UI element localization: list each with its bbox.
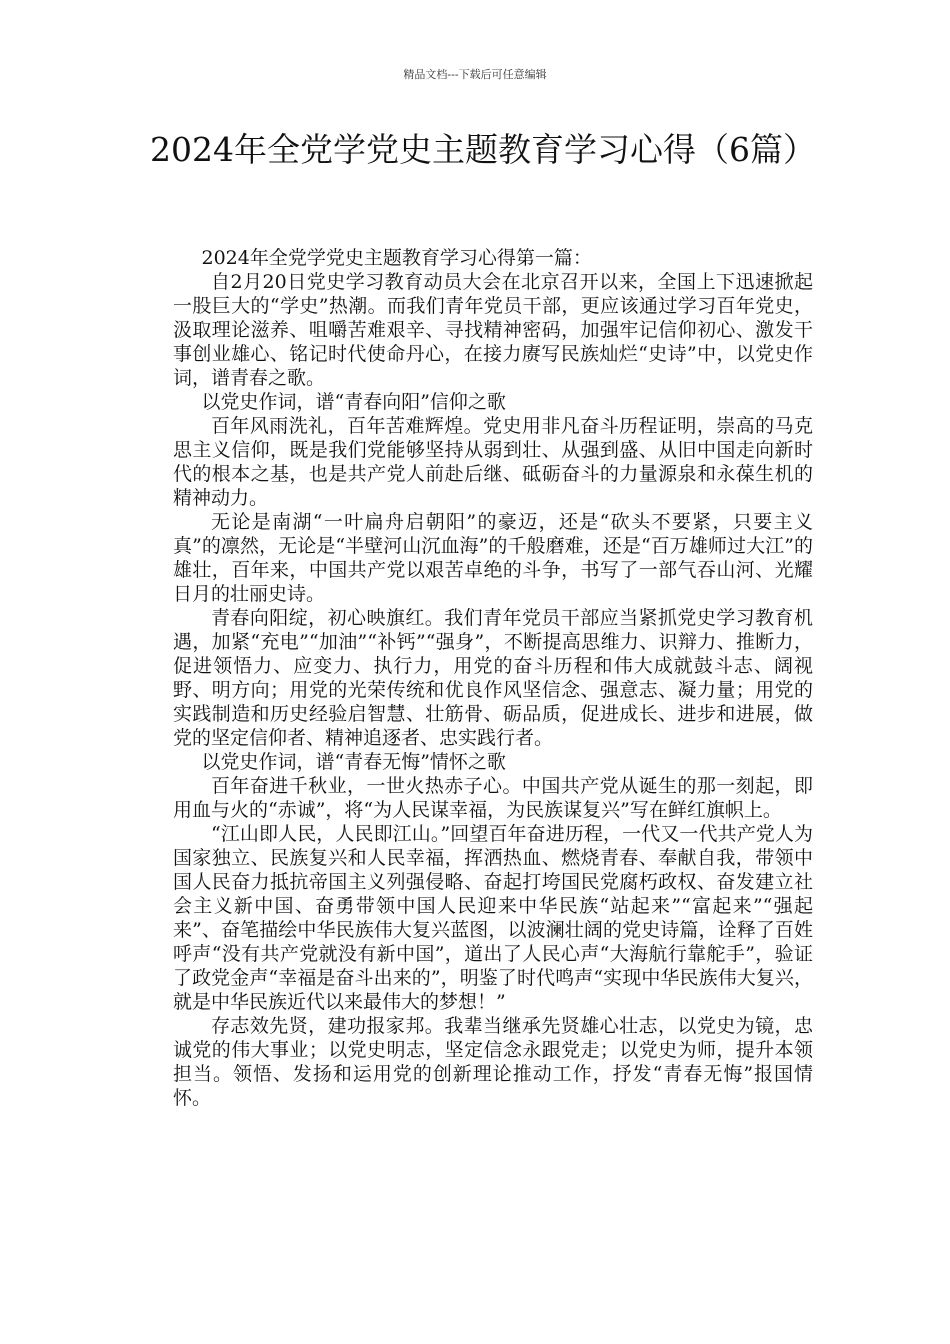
paragraph: 自2月20日党史学习教育动员大会在北京召开以来，全国上下迅速掀起一股巨大的“学史”热潮。而我们青年党员干部，更应该通过学习百年党史，汲取理论滋养、咀嚼苦难艰辛、寻找精神密码，加强牢记信仰初心、激发干事创业雄心、铭记时代使命丹心，在接力赓写民族灿烂“史诗”中，以党史作词，谱青春之歌。 [173,271,813,389]
paragraph: 无论是南湖“一叶扁舟启朝阳”的豪迈，还是“砍头不要紧，只要主义真”的凛然，无论是“半壁河山沉血海”的千般磨难，还是“百万雄师过大江”的雄壮，百年来，中国共产党以艰苦卓绝的斗争，书写了一部气吞山河、光耀日月的壮丽史诗。 [173,511,813,605]
header-note: 精品文档---下载后可任意编辑 [403,68,547,81]
section-heading: 以党史作词，谱“青春向阳”信仰之歌 [201,391,506,413]
section-heading: 以党史作词，谱“青春无悔”情怀之歌 [201,751,506,773]
document-body [173,246,813,1110]
document-title: 2024年全党学党史主题教育学习心得（6篇） [150,130,816,169]
paragraph: 青春向阳绽，初心映旗红。我们青年党员干部应当紧抓党史学习教育机遇，加紧“充电”“加油”“补钙”“强身”，不断提高思维力、识辩力、推断力，促进领悟力、应变力、执行力，用党的奋斗历程和伟大成就鼓斗志、阔视野、明方向；用党的光荣传统和优良作风坚信念、强意志、凝力量；用党的实践制造和历史经验启智慧、壮筋骨、砺品质，促进成长、进步和进展，做党的坚定信仰者、精神追逐者、忠实践行者。 [173,607,813,749]
paragraph: 百年风雨洗礼，百年苦难辉煌。党史用非凡奋斗历程证明，崇高的马克思主义信仰，既是我们党能够坚持从弱到壮、从强到盛、从旧中国走向新时代的根本之基，也是共产党人前赴后继、砥砺奋斗的力量源泉和永葆生机的精神动力。 [173,415,813,509]
paragraph: 存志效先贤，建功报家邦。我辈当继承先贤雄心壮志，以党史为镜，忠诚党的伟大事业；以党史明志，坚定信念永跟党走；以党史为师，提升本领担当。领悟、发扬和运用党的创新理论推动工作，抒发“青春无悔”报国情怀。 [173,1015,813,1109]
paragraph: “江山即人民，人民即江山。”回望百年奋进历程，一代又一代共产党人为国家独立、民族复兴和人民幸福，挥洒热血、燃烧青春、奉献自我，带领中国人民奋力抵抗帝国主义列强侵略、奋起打垮国民党腐朽政权、奋发建立社会主义新中国、奋勇带领中国人民迎来中华民族“站起来”“富起来”“强起来”、奋笔描绘中华民族伟大复兴蓝图，以波澜壮阔的党史诗篇，诠释了百姓呼声“没有共产党就没有新中国”，道出了人民心声“大海航行靠舵手”，验证了政党金声“幸福是奋斗出来的”，明鉴了时代鸣声“实现中华民族伟大复兴，就是中华民族近代以来最伟大的梦想！” [173,823,813,1013]
section-heading: 2024年全党学党史主题教育学习心得第一篇： [201,247,592,269]
paragraph: 百年奋进千秋业，一世火热赤子心。中国共产党从诞生的那一刻起，即用血与火的“赤诚”，将“为人民谋幸福，为民族谋复兴”写在鲜红旗帜上。 [173,775,813,821]
